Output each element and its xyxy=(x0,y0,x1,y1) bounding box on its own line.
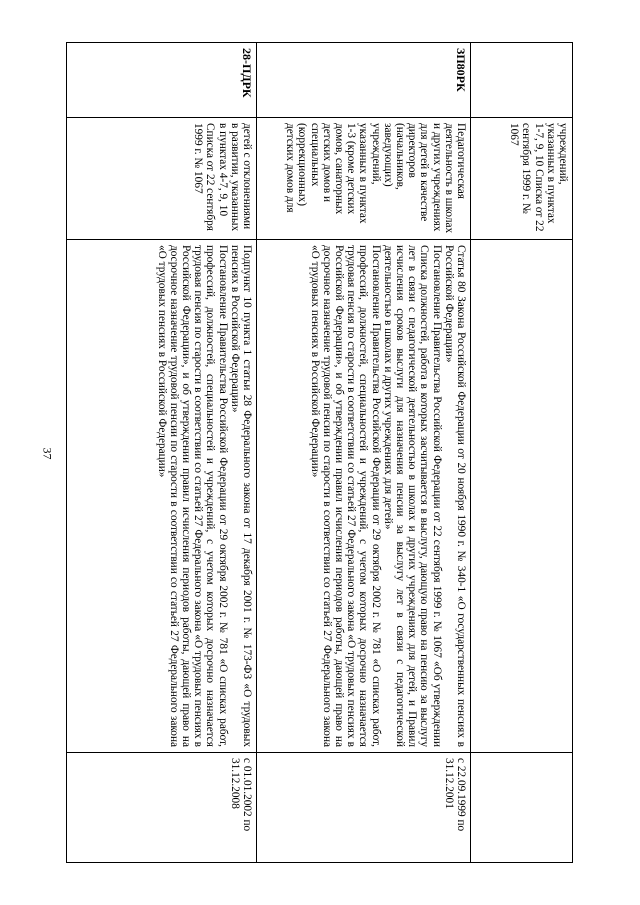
description-cell: детей с отклонениями в развитии, указанных в пунктах 4-7, 9, 10 Списка от 22 сентября 1999 г. № 1067 xyxy=(67,118,257,240)
code-cell: ЗП80РК xyxy=(257,43,471,118)
legal-basis-item: Статья 80 Закона Российской Федерации от 20 ноября 1990 г. № 340-1 «О государственных пенсиях в Российской Федерации» xyxy=(442,245,467,747)
legal-basis-cell xyxy=(67,240,257,753)
pension-codes-table xyxy=(66,42,573,863)
description-cell: Педагогическая деятельность в школах и других учреждениях для детей в качестве директоров (начальников, заведующих) учреждений, указанных в пунктах 1-3 (кроме детских домов, санаторных детских домов и специальных (коррекционных) детских домов для xyxy=(257,118,471,240)
legal-basis-cell xyxy=(471,240,573,753)
legal-basis-cell xyxy=(257,240,471,753)
legal-basis-item: Подпункт 10 пункта 1 статьи 28 Федерального закона от 17 декабря 2001 г. № 173-ФЗ «О трудовых пенсиях в Российской Федерации» xyxy=(228,245,253,747)
table-row xyxy=(471,43,573,863)
code-cell xyxy=(471,43,573,118)
legal-basis-item: Постановление Правительства Российской Федерации от 29 октября 2002 г. № 781 «О списках работ, профессий, должностей, специальностей и учреждений, с учетом которых досрочно назначается трудовая пенсия по старости в соответствии со статьей 27 Федерального закона «О трудовых пенсиях в Российской Федерации», и об утверждении правил исчисления периодов работы, дающей право на досрочное назначение трудовой пенсии по старости в соответствии со статьей 27 Федерального закона «О трудовых пенсиях в Российской Федерации» xyxy=(155,245,229,747)
period-cell xyxy=(471,753,573,863)
table-row xyxy=(257,43,471,863)
period-cell: с 01.01.2002 по 31.12.2008 xyxy=(67,753,257,863)
legal-basis-item: Постановление Правительства Российской Федерации от 29 октября 2002 г. № 781 «О списках работ, профессий, должностей, специальностей и учреждений, с учетом которых досрочно назначается трудовая пенсия по старости в соответствии со статьей 27 Федерального закона «О трудовых пенсиях в Российской Федерации», и об утверждении правил исчисления периодов работы, дающей право на досрочное назначение трудовой пенсии по старости в соответствии со статьей 27 Федерального закона «О трудовых пенсиях в Российской Федерации» xyxy=(308,245,382,747)
period-cell: с 22.09.1999 по 31.12.2001 xyxy=(257,753,471,863)
code-cell: 28-ПДРК xyxy=(67,43,257,118)
description-cell: учреждений, указанных в пунктах 1-7, 9, 10 Списка от 22 сентября 1999 г. № 1067 xyxy=(471,118,573,240)
legal-basis-item: Постановление Правительства Российской Федерации от 22 сентября 1999 г. № 1067 «Об утверждении Списка должностей, работа в которых засчитывается в выслугу, дающую право на пенсию за выслугу лет в связи с педагогической деятельностью в школах и других учреждениях для детей, и Правил исчисления сроков выслуги для назначения пенсии за выслугу лет в связи с педагогической деятельностью в школах и других учреждениях для детей» xyxy=(381,245,443,747)
page-number: 37 xyxy=(40,447,55,460)
table-row xyxy=(67,43,257,863)
rotated-table-container xyxy=(88,42,573,862)
